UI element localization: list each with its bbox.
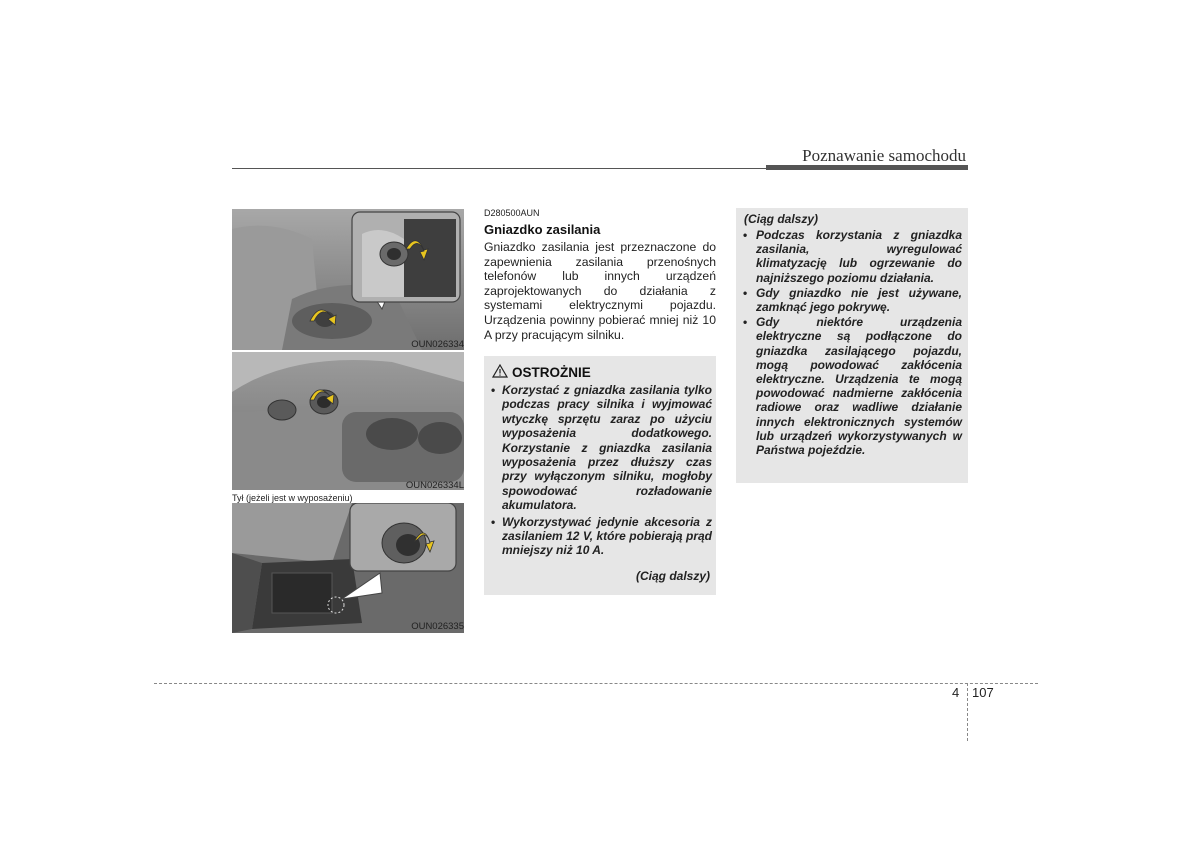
figure-1-photo	[232, 209, 464, 350]
continued-note: (Ciąg dalszy)	[635, 569, 710, 583]
figure-2-code: OUN026334L	[405, 480, 464, 491]
figure-1-code: OUN026334	[411, 339, 464, 350]
caution-heading	[492, 364, 591, 380]
page-number: 107	[972, 685, 994, 700]
cargo-area-illustration	[232, 503, 464, 633]
caution-item: • Korzystać z gniazdka zasilania tylko podczas pracy silnika i wyjmować wtyczkę sprzętu zaraz po użyciu wyposażenia dodatkowego. Korzystanie z gniazdka zasilania wyposażenia przez dłuższy czas przy wyłączonym silniku, mogłoby spowodować rozładowanie akumulatora.	[488, 383, 712, 513]
section-heading: Gniazdko zasilania	[484, 222, 601, 237]
continued-item: • Gdy gniazdko nie jest używane, zamknąć jego pokrywę.	[740, 286, 962, 314]
footer-divider	[967, 683, 968, 741]
continued-item: • Gdy niektóre urządzenia elektryczne są podłączone do gniazdka zasilającego pojazdu, mogą powodować zakłócenia elektryczne. Urządzenia te mogą powodować nadmierne zakłócenia radiowe oraz wadliwe działanie innych elektronicznych systemów lub urządzeń wykorzystywanych w Państwa pojeździe.	[740, 315, 962, 457]
footer-rule	[154, 683, 1038, 684]
caution-title: OSTROŻNIE	[512, 365, 591, 380]
header-rule-accent	[766, 165, 968, 170]
caution-list	[488, 383, 712, 560]
figure-3-location: Tył (jeżeli jest w wyposażeniu)	[232, 493, 353, 503]
body-paragraph: Gniazdko zasilania jest przeznaczone do zapewnienia zasilania przenośnych telefonów lub innych urządzeń zaprojektowanych do działania z systemami elektrycznymi pojazdu. Urządzenia powinny pobierać mniej niż 10 A przy pracującym silniku.	[484, 240, 716, 342]
caution-item: • Wykorzystywać jedynie akcesoria z zasilaniem 12 V, które pobierają prąd mniejszy niż 10 A.	[488, 515, 712, 558]
document-code: D280500AUN	[484, 208, 540, 218]
chapter-number: 4	[952, 685, 960, 700]
center-console-illustration	[232, 352, 464, 490]
section-title: Poznawanie samochodu	[802, 146, 966, 165]
continued-list	[740, 228, 962, 458]
figure-2-photo	[232, 352, 464, 490]
continued-item: • Podczas korzystania z gniazdka zasilania, wyregulować klimatyzację lub ogrzewanie do najniższego poziomu działania.	[740, 228, 962, 285]
figure-3-photo	[232, 503, 464, 633]
figure-3-code: OUN026335	[411, 621, 464, 632]
figure-3-label	[232, 493, 353, 503]
warning-triangle-icon	[492, 364, 508, 378]
continued-heading: (Ciąg dalszy)	[744, 212, 819, 226]
front-console-illustration	[232, 209, 464, 350]
